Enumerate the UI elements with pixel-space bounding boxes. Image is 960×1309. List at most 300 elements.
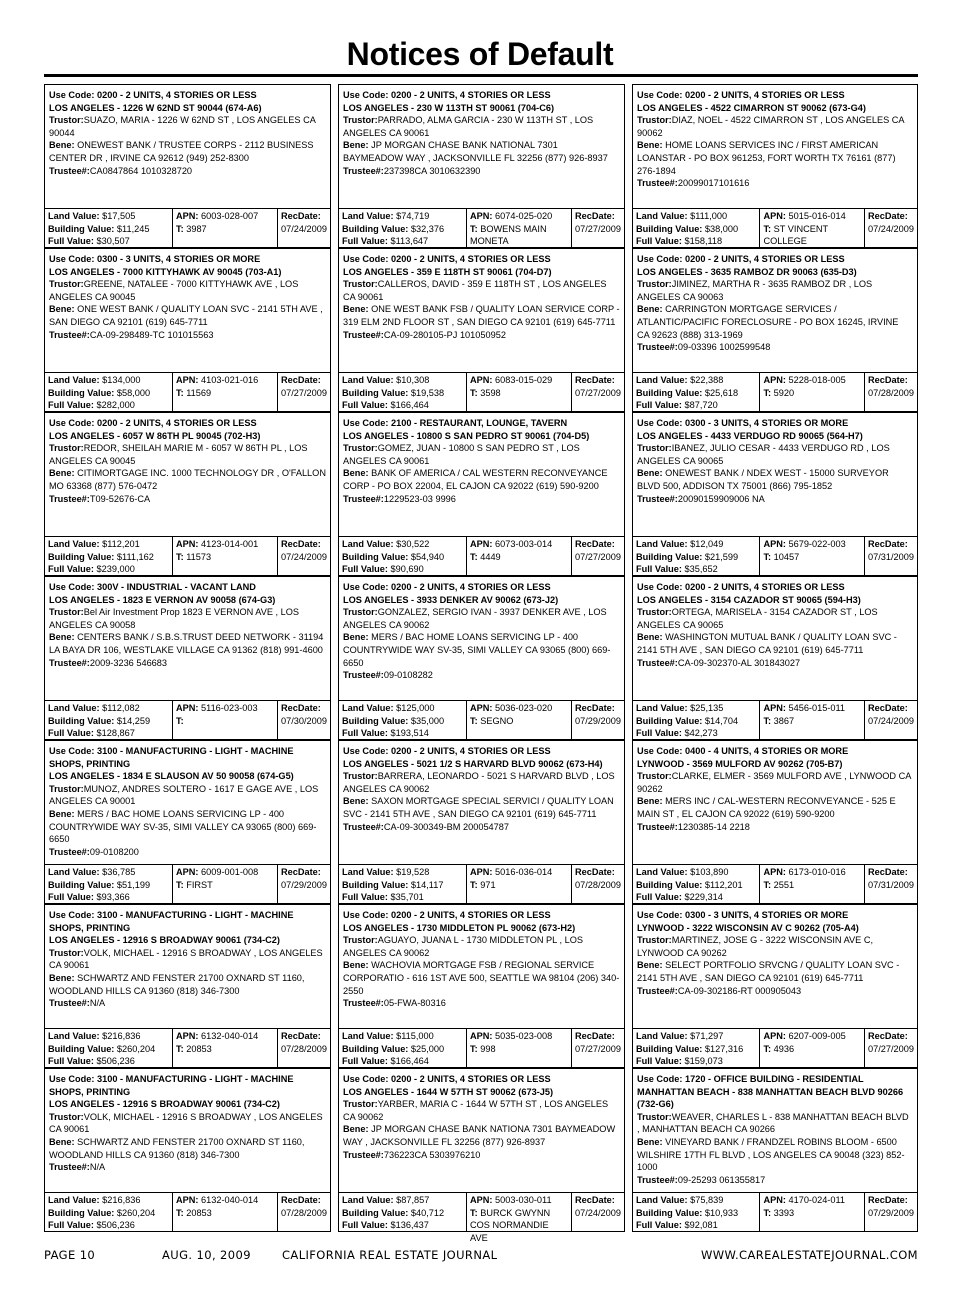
recdate-value: 07/27/2009 <box>281 387 327 398</box>
trustor-value: PARRADO, ALMA GARCIA - 230 W 113TH ST , LOS ANGELES CA 90061 <box>343 115 594 138</box>
trustee-line <box>343 1149 620 1162</box>
apn-label: APN: <box>470 539 493 549</box>
recdate-label: RecDate: <box>575 703 615 713</box>
building-value: $21,599 <box>704 551 739 562</box>
trustor-label: Trustor: <box>637 279 672 290</box>
trustee-label: Trustee#: <box>343 165 384 176</box>
notice-values <box>633 372 917 411</box>
recdate-value: 07/28/2009 <box>868 387 914 398</box>
trustor-value: SUAZO, MARIA - 1226 W 62ND ST , LOS ANGELES CA 90044 <box>49 115 316 138</box>
t-value: 3598 <box>480 387 501 398</box>
trustor-label: Trustor: <box>637 607 672 618</box>
bene-value: MERS INC / CAL-WESTERN RECONVEYANCE - 525 E MAIN ST , EL CAJON CA 92022 (619) 590-9200 <box>637 796 896 819</box>
bene-value: BANK OF AMERICA / CAL WESTERN RECONVEYANCE CORP - PO BOX 22004, EL CAJON CA 92022 (619) 590-9200 <box>343 468 608 491</box>
bene-value: MERS / BAC HOME LOANS SERVICING LP - 400 COUNTRYWIDE WAY SV-35, SIMI VALLEY CA 93065 (800) 669-6650 <box>343 632 611 668</box>
trustor-line <box>637 1111 913 1136</box>
bene-label: Bene: <box>343 1124 369 1135</box>
trustor-value: GREENE, NATALEE - 7000 KITTYHAWK AVE , LOS ANGELES CA 90045 <box>49 279 299 302</box>
trustor-value: Bel Air Investment Prop 1823 E VERNON AVE , LOS ANGELES CA 90058 <box>49 607 300 630</box>
page-title: Notices of Default <box>346 36 614 72</box>
land-value: $12,049 <box>690 539 724 549</box>
full-value: $506,236 <box>96 1056 135 1067</box>
full-value-label: Full Value: <box>342 892 388 903</box>
land-value: $17,505 <box>102 211 136 221</box>
notice-card <box>338 248 625 412</box>
use-code: Use Code: 3100 - MANUFACTURING - LIGHT - MACHINE SHOPS, PRINTING <box>49 1074 294 1097</box>
notice-values <box>45 1192 330 1231</box>
bene-value: ONE WEST BANK FSB / QUALITY LOAN SERVICE CORP - 319 ELM 2ND FLOOR ST , SAN DIEGO CA 92101 (619) 645-7711 <box>343 304 620 327</box>
building-value: $32,376 <box>410 223 445 234</box>
full-value-label: Full Value: <box>636 400 682 411</box>
use-code: Use Code: 300V - INDUSTRIAL - VACANT LAND <box>49 582 256 592</box>
bene-line <box>49 467 326 492</box>
apn-value: 6083-015-029 <box>495 375 553 385</box>
notice-values <box>339 208 624 247</box>
recdate-column <box>864 1193 917 1231</box>
apn-column <box>466 1193 571 1243</box>
notice-values <box>339 864 624 903</box>
building-value-label: Building Value: <box>342 387 409 398</box>
bene-value: ONE WEST BANK / QUALITY LOAN SVC - 2141 5TH AVE , SAN DIEGO CA 92101 (619) 645-7711 <box>49 304 323 327</box>
trustee-label: Trustee#: <box>343 329 384 340</box>
use-code: Use Code: 0200 - 2 UNITS, 4 STORIES OR LESS <box>343 910 551 920</box>
property-address: LOS ANGELES - 4522 CIMARRON ST 90062 (673-G4) <box>637 102 866 113</box>
trustee-line <box>637 657 913 670</box>
trustee-label: Trustee#: <box>49 657 90 668</box>
recdate-column <box>277 1029 330 1067</box>
use-code: Use Code: 0200 - 2 UNITS, 4 STORIES OR LESS <box>343 582 551 592</box>
building-value: $127,316 <box>704 1043 744 1054</box>
building-value: $112,201 <box>704 879 743 890</box>
trustee-label: Trustee#: <box>49 165 90 176</box>
recdate-label: RecDate: <box>868 539 908 549</box>
notice-values <box>633 208 917 247</box>
t-label: T: <box>176 1043 184 1054</box>
building-value: $260,204 <box>116 1207 156 1218</box>
use-code: Use Code: 0300 - 3 UNITS, 4 STORIES OR MORE <box>49 254 261 264</box>
notice-body <box>45 413 330 505</box>
full-value-label: Full Value: <box>636 1220 682 1231</box>
trustee-label: Trustee#: <box>637 178 678 189</box>
full-value: $128,867 <box>96 728 135 739</box>
building-value: $111,162 <box>116 551 154 562</box>
value-column <box>339 537 466 575</box>
trustee-value: CA0847864 1010328720 <box>89 165 193 176</box>
use-code: Use Code: 0200 - 2 UNITS, 4 STORIES OR LESS <box>343 746 551 756</box>
recdate-column <box>571 701 624 739</box>
apn-label: APN: <box>470 867 493 877</box>
t-value: 20853 <box>186 1207 212 1218</box>
notice-body <box>633 741 917 833</box>
apn-column <box>759 373 864 411</box>
full-value: $239,000 <box>96 564 135 575</box>
value-column <box>633 209 759 247</box>
recdate-label: RecDate: <box>575 867 615 877</box>
recdate-value: 07/24/2009 <box>868 223 914 234</box>
t-label: T: <box>470 1043 478 1054</box>
t-label: T: <box>176 1207 184 1218</box>
apn-label: APN: <box>176 375 199 385</box>
trustee-label: Trustee#: <box>49 329 90 340</box>
notice-body <box>45 741 330 858</box>
t-value: 3867 <box>773 715 795 726</box>
bene-line <box>49 808 326 846</box>
building-value-label: Building Value: <box>342 879 409 890</box>
full-value-label: Full Value: <box>342 400 388 411</box>
trustee-value: CA-09-298489-TC 101015563 <box>89 329 214 340</box>
use-code: Use Code: 0200 - 2 UNITS, 4 STORIES OR LESS <box>343 90 551 100</box>
land-value: $74,719 <box>396 211 430 221</box>
bene-value: WASHINGTON MUTUAL BANK / QUALITY LOAN SVC - 2141 5TH AVE , SAN DIEGO CA 92101 (619) 645-7711 <box>637 632 897 655</box>
t-label: T: <box>470 1207 478 1218</box>
bene-value: SELECT PORTFOLIO SRVCNG / QUALITY LOAN SVC - 2141 5TH AVE , SAN DIEGO CA 92101 (619) 645-7711 <box>637 960 900 983</box>
apn-value: 6207-009-005 <box>788 1031 846 1041</box>
recdate-column <box>864 373 917 411</box>
trustor-label: Trustor: <box>49 947 84 958</box>
building-value-label: Building Value: <box>636 879 703 890</box>
apn-column <box>172 701 277 739</box>
trustee-value: 2009-3236 546683 <box>89 657 168 668</box>
t-value: 998 <box>480 1043 496 1054</box>
bene-value: SCHWARTZ AND FENSTER 21700 OXNARD ST 1160, WOODLAND HILLS CA 91360 (818) 346-7300 <box>49 972 305 996</box>
trustor-line <box>343 770 620 795</box>
trustor-value: IBANEZ, JULIO CESAR - 4433 VERDUGO RD , LOS ANGELES CA 90065 <box>637 443 890 466</box>
land-value-label: Land Value: <box>48 867 100 877</box>
value-column <box>45 1029 172 1067</box>
building-value: $14,117 <box>410 879 444 890</box>
land-value: $75,839 <box>690 1195 724 1205</box>
land-value-label: Land Value: <box>48 539 100 549</box>
notice-card <box>632 84 918 248</box>
building-value-label: Building Value: <box>48 715 115 726</box>
property-address: LOS ANGELES - 6057 W 86TH PL 90045 (702-H3) <box>49 430 261 441</box>
value-column <box>633 1193 759 1231</box>
land-value-label: Land Value: <box>636 1031 688 1041</box>
trustee-line <box>49 329 326 342</box>
trustor-value: WEAVER, CHARLES L - 838 MANHATTAN BEACH BLVD , MANHATTAN BEACH CA 90266 <box>637 1111 909 1135</box>
land-value: $134,000 <box>102 375 141 385</box>
t-label: T: <box>176 879 184 890</box>
bene-label: Bene: <box>343 140 369 151</box>
bene-line <box>637 795 913 820</box>
trustee-value: 20099017101616 <box>677 178 750 189</box>
apn-value: 6074-025-020 <box>495 211 553 221</box>
land-value: $112,201 <box>102 539 140 549</box>
recdate-label: RecDate: <box>281 1195 321 1205</box>
use-code: Use Code: 3100 - MANUFACTURING - LIGHT - MACHINE SHOPS, PRINTING <box>49 746 294 769</box>
trustee-line <box>343 329 620 342</box>
recdate-label: RecDate: <box>281 539 321 549</box>
notice-card <box>44 904 331 1068</box>
recdate-value: 07/24/2009 <box>281 223 327 234</box>
t-label: T: <box>176 387 184 398</box>
property-address: LOS ANGELES - 1730 MIDDLETON PL 90062 (673-H2) <box>343 922 576 933</box>
trustor-value: CLARKE, ELMER - 3569 MULFORD AVE , LYNWOOD CA 90262 <box>637 771 911 794</box>
trustee-value: N/A <box>89 998 106 1009</box>
trustor-value: ORTEGA, MARISELA - 3154 CAZADOR ST , LOS ANGELES CA 90065 <box>637 607 878 630</box>
full-value-label: Full Value: <box>48 1056 94 1067</box>
trustee-value: 09-25293 061355817 <box>677 1174 766 1185</box>
trustor-line <box>49 947 326 972</box>
building-value-label: Building Value: <box>48 387 115 398</box>
bene-label: Bene: <box>637 468 663 479</box>
recdate-label: RecDate: <box>575 1195 615 1205</box>
trustee-value: CA-09-300349-BM 200054787 <box>383 821 509 832</box>
bene-line <box>49 631 326 656</box>
bene-label: Bene: <box>343 304 369 315</box>
full-value: $159,073 <box>684 1056 723 1067</box>
trustee-label: Trustee#: <box>49 1162 90 1173</box>
notice-body <box>339 741 624 833</box>
recdate-value: 07/28/2009 <box>281 1043 327 1054</box>
notice-card <box>338 740 625 904</box>
value-column <box>45 373 172 411</box>
full-value: $506,236 <box>96 1220 135 1231</box>
notice-body <box>339 249 624 341</box>
trustor-label: Trustor: <box>637 443 672 454</box>
apn-column <box>466 701 571 739</box>
recdate-column <box>571 1193 624 1231</box>
bene-label: Bene: <box>343 796 369 807</box>
trustee-line <box>49 1161 326 1174</box>
notice-body <box>633 1069 917 1186</box>
land-value: $216,836 <box>102 1195 141 1205</box>
recdate-value: 07/24/2009 <box>575 1207 621 1218</box>
trustor-value: JIMINEZ, MARTHA R - 3635 RAMBOZ DR , LOS ANGELES CA 90063 <box>637 279 873 302</box>
bene-label: Bene: <box>637 140 663 151</box>
bene-label: Bene: <box>343 632 369 643</box>
full-value-label: Full Value: <box>48 564 94 575</box>
use-code: Use Code: 0200 - 2 UNITS, 4 STORIES OR LESS <box>637 582 845 592</box>
notices-grid <box>44 84 918 1243</box>
recdate-value: 07/27/2009 <box>575 223 621 234</box>
use-code: Use Code: 0400 - 4 UNITS, 4 STORIES OR MORE <box>637 746 849 756</box>
recdate-value: 07/29/2009 <box>868 1207 914 1218</box>
recdate-label: RecDate: <box>281 375 321 385</box>
trustee-value: 237398CA 3010632390 <box>383 165 481 176</box>
trustee-line <box>49 165 326 178</box>
trustor-value: DIAZ, NOEL - 4522 CIMARRON ST , LOS ANGELES CA 90062 <box>637 115 905 138</box>
property-address: LOS ANGELES - 3154 CAZADOR ST 90065 (594-H3) <box>637 594 861 605</box>
full-value-label: Full Value: <box>342 1220 388 1231</box>
notice-body <box>45 85 330 177</box>
use-code: Use Code: 0200 - 2 UNITS, 4 STORIES OR LESS <box>343 254 551 264</box>
bene-value: HOME LOANS SERVICES INC / FIRST AMERICAN LOANSTAR - PO BOX 961253, FORT WORTH TX 76161 (877) 276-1894 <box>637 140 896 176</box>
t-label: T: <box>763 551 772 562</box>
recdate-value: 07/29/2009 <box>281 879 327 890</box>
notice-body <box>633 413 917 505</box>
building-value: $25,618 <box>704 387 739 398</box>
apn-label: APN: <box>763 867 786 877</box>
land-value: $111,000 <box>690 211 728 221</box>
recdate-value: 07/29/2009 <box>575 715 621 726</box>
notice-body <box>633 249 917 354</box>
trustor-label: Trustor: <box>343 607 378 618</box>
bene-value: SAXON MORTGAGE SPECIAL SERVICI / QUALITY LOAN SVC - 2141 5TH AVE , SAN DIEGO CA 92101 (619) 645-7711 <box>343 796 614 819</box>
notice-body <box>339 413 624 505</box>
notice-values <box>633 1192 917 1231</box>
building-value: $11,245 <box>116 223 150 234</box>
value-column <box>45 1193 172 1231</box>
t-label: T: <box>176 223 184 234</box>
building-value: $25,000 <box>410 1043 445 1054</box>
property-address: LOS ANGELES - 12916 S BROADWAY 90061 (734-C2) <box>49 1099 280 1110</box>
land-value-label: Land Value: <box>48 703 100 713</box>
recdate-column <box>864 537 917 575</box>
recdate-label: RecDate: <box>281 703 321 713</box>
recdate-column <box>277 373 330 411</box>
notice-body <box>45 577 330 669</box>
full-value-label: Full Value: <box>636 892 682 903</box>
apn-label: APN: <box>470 703 493 713</box>
recdate-label: RecDate: <box>575 539 615 549</box>
apn-column <box>759 1029 864 1067</box>
land-value-label: Land Value: <box>636 539 688 549</box>
building-value-label: Building Value: <box>48 223 115 234</box>
property-address: LOS ANGELES - 1823 E VERNON AV 90058 (674-G3) <box>49 594 276 605</box>
trustor-line <box>637 934 913 959</box>
trustee-value: CA-09-302370-AL 301843027 <box>677 657 801 668</box>
full-value: $92,081 <box>684 1220 718 1231</box>
trustee-line <box>637 177 913 190</box>
apn-column <box>172 865 277 903</box>
recdate-value: 07/24/2009 <box>281 551 327 562</box>
footer-url: WWW.CAREALESTATEJOURNAL.COM <box>700 1248 918 1262</box>
use-code: Use Code: 3100 - MANUFACTURING - LIGHT - MACHINE SHOPS, PRINTING <box>49 910 294 933</box>
notice-values <box>633 864 917 903</box>
trustee-label: Trustee#: <box>343 670 384 681</box>
recdate-label: RecDate: <box>281 1031 321 1041</box>
trustor-line <box>49 1111 326 1136</box>
t-value: 971 <box>480 879 496 890</box>
trustee-value: 20090159909006 NA <box>677 493 765 504</box>
apn-value: 4103-021-016 <box>201 375 259 385</box>
trustor-value: YARBER, MARIA C - 1644 W 57TH ST , LOS ANGELES CA 90062 <box>343 1099 609 1122</box>
bene-line <box>49 972 326 997</box>
notice-card <box>44 412 331 576</box>
apn-value: 6173-010-016 <box>788 867 846 877</box>
property-address: LOS ANGELES - 7000 KITTYHAWK AV 90045 (703-A1) <box>49 266 282 277</box>
notice-body <box>45 249 330 341</box>
full-value: $136,437 <box>390 1220 429 1231</box>
bene-line <box>343 467 620 492</box>
notice-body <box>45 905 330 1010</box>
bene-line <box>343 1123 620 1148</box>
value-column <box>633 373 759 411</box>
trustor-line <box>343 114 620 139</box>
recdate-value: 07/31/2009 <box>868 879 914 890</box>
recdate-label: RecDate: <box>868 375 908 385</box>
recdate-value: 07/31/2009 <box>868 551 914 562</box>
apn-label: APN: <box>176 539 199 549</box>
t-value: 11573 <box>186 551 212 562</box>
trustor-value: CALLEROS, DAVID - 359 E 118TH ST , LOS ANGELES CA 90061 <box>343 279 607 302</box>
apn-column <box>172 209 277 247</box>
land-value: $10,308 <box>396 375 430 385</box>
apn-column <box>466 865 571 903</box>
apn-label: APN: <box>176 211 199 221</box>
t-value: BOWENS MAIN MONETA <box>470 223 547 247</box>
bene-line <box>637 467 913 492</box>
property-address: LOS ANGELES - 1226 W 62ND ST 90044 (674-A6) <box>49 102 262 113</box>
building-value: $260,204 <box>116 1043 156 1054</box>
trustor-line <box>637 770 913 795</box>
t-value: 2551 <box>773 879 795 890</box>
trustee-line <box>637 341 913 354</box>
building-value: $58,000 <box>116 387 151 398</box>
t-value: 5920 <box>773 387 795 398</box>
trustor-label: Trustor: <box>637 1111 672 1122</box>
value-column <box>45 209 172 247</box>
bene-line <box>637 631 913 656</box>
property-address: LOS ANGELES - 4433 VERDUGO RD 90065 (564-H7) <box>637 430 863 441</box>
trustor-label: Trustor: <box>49 783 84 794</box>
t-label: T: <box>470 551 478 562</box>
trustor-value: BARRERA, LEONARDO - 5021 S HARVARD BLVD , LOS ANGELES CA 90062 <box>343 771 615 794</box>
land-value-label: Land Value: <box>636 703 688 713</box>
land-value-label: Land Value: <box>342 539 394 549</box>
t-value: SEGNO <box>480 715 514 726</box>
property-address: LOS ANGELES - 3635 RAMBOZ DR 90063 (635-D3) <box>637 266 857 277</box>
t-value: 3393 <box>773 1207 795 1218</box>
notice-card <box>44 576 331 740</box>
trustee-value: CA-09-280105-PJ 101050952 <box>383 329 506 340</box>
bene-label: Bene: <box>637 304 663 315</box>
full-value-label: Full Value: <box>636 728 682 739</box>
building-value: $54,940 <box>410 551 445 562</box>
trustor-label: Trustor: <box>343 1099 378 1110</box>
full-value: $113,647 <box>390 236 429 247</box>
recdate-column <box>864 1029 917 1067</box>
bene-label: Bene: <box>49 304 75 315</box>
land-value-label: Land Value: <box>636 211 688 221</box>
apn-label: APN: <box>176 703 199 713</box>
notice-card <box>44 740 331 904</box>
trustee-value: CA-09-302186-RT 000905043 <box>677 985 802 996</box>
t-label: T: <box>763 1207 772 1218</box>
trustor-value: REDOR, SHEILAH MARIE M - 6057 W 86TH PL , LOS ANGELES CA 90045 <box>49 443 308 466</box>
land-value-label: Land Value: <box>342 867 394 877</box>
trustee-line <box>343 493 620 506</box>
apn-value: 5456-015-011 <box>788 703 846 713</box>
trustee-line <box>343 997 620 1010</box>
value-column <box>339 1193 466 1231</box>
apn-label: APN: <box>176 867 199 877</box>
bene-label: Bene: <box>49 140 75 151</box>
bene-line <box>343 959 620 997</box>
apn-column <box>172 1029 277 1067</box>
recdate-column <box>277 701 330 739</box>
notice-body <box>633 577 917 669</box>
bene-label: Bene: <box>343 960 369 971</box>
trustor-label: Trustor: <box>343 443 378 454</box>
land-value: $103,890 <box>690 867 729 877</box>
bene-value: SCHWARTZ AND FENSTER 21700 OXNARD ST 1160, WOODLAND HILLS CA 91360 (818) 346-7300 <box>49 1136 305 1160</box>
trustor-label: Trustor: <box>637 115 672 126</box>
trustor-line <box>49 606 326 631</box>
apn-label: APN: <box>470 375 493 385</box>
apn-value: 6003-028-007 <box>201 211 259 221</box>
apn-label: APN: <box>470 1031 493 1041</box>
building-value: $14,704 <box>704 715 739 726</box>
value-column <box>339 701 466 739</box>
trustee-label: Trustee#: <box>343 998 384 1009</box>
recdate-column <box>277 537 330 575</box>
trustor-value: AGUAYO, JUANA L - 1730 MIDDLETON PL , LOS ANGELES CA 90062 <box>343 935 583 958</box>
full-value: $166,464 <box>390 400 429 411</box>
notice-card <box>44 84 331 248</box>
trustor-label: Trustor: <box>343 115 378 126</box>
